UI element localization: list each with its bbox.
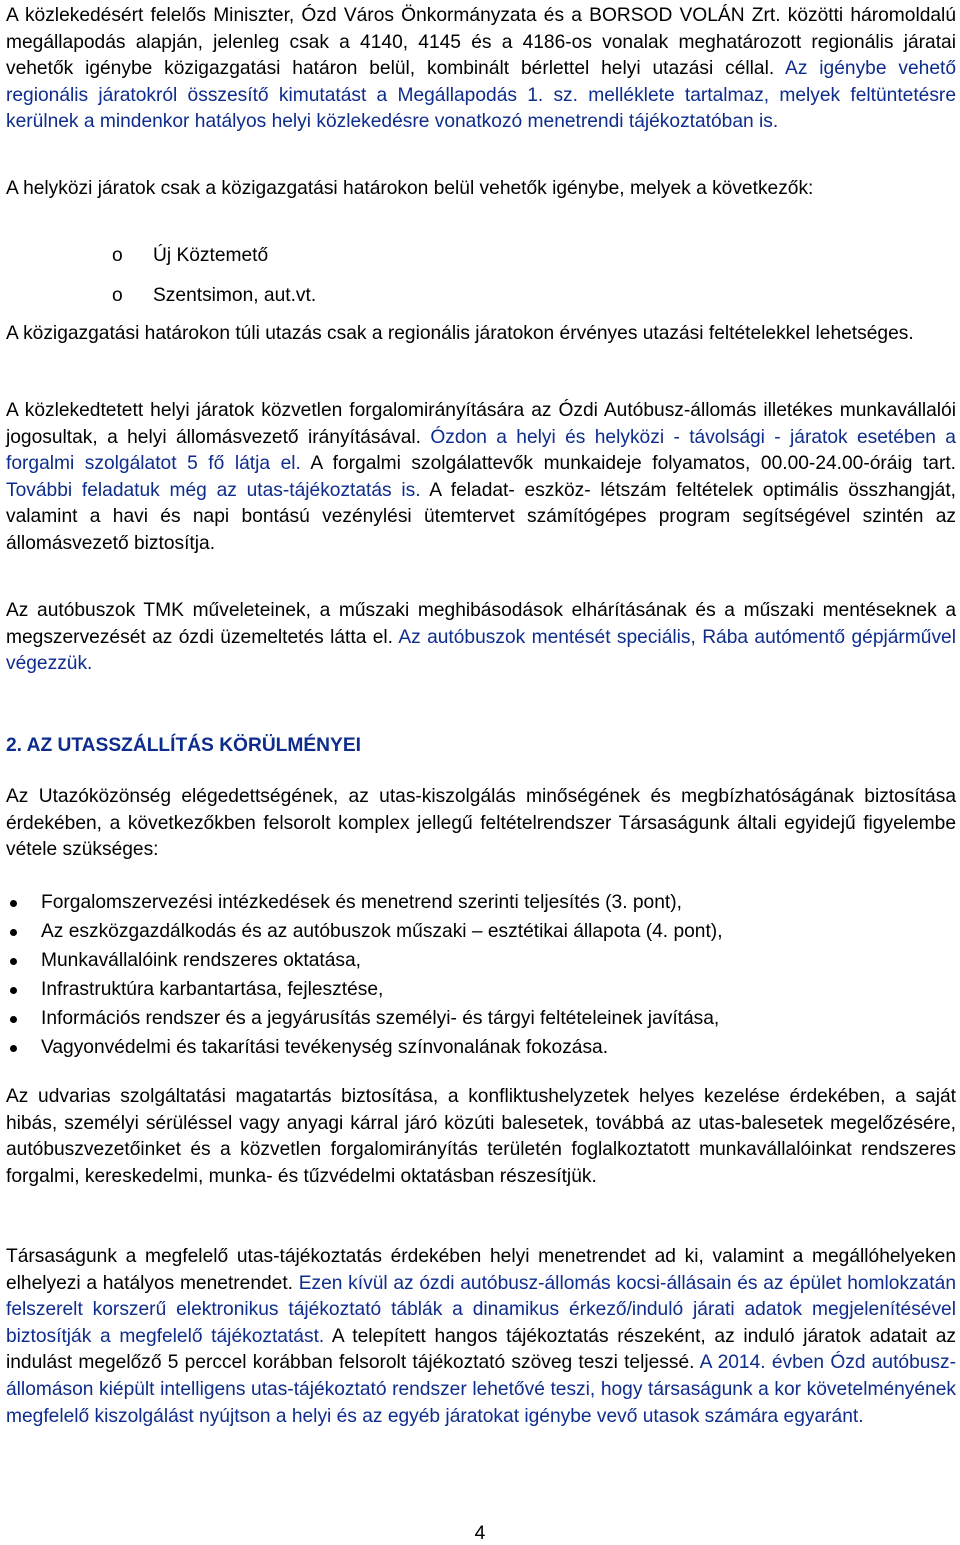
- list-item-text: Szentsimon, aut.vt.: [153, 285, 317, 306]
- list-marker: o: [112, 285, 123, 306]
- section-heading: 2. AZ UTASSZÁLLÍTÁS KÖRÜLMÉNYEI: [6, 735, 361, 756]
- bullet-icon: [10, 1016, 17, 1023]
- page-number: 4: [474, 1523, 486, 1544]
- bullet-icon: [10, 929, 17, 936]
- paragraph-intercity-routes: A helyközi járatok csak a közigazgatási határokon belül vehetők igénybe, melyek a következők:: [6, 178, 814, 199]
- paragraph-8-text-4: A 2014. évben Ózd autóbusz-állomáson kiépült intelligens utas-tájékoztató rendszer lehetővé teszi, hogy társaságunk a kor követelményének megfelelő kiszolgálást nyújtson a helyi és az egyéb járatokat igénybe vevő utasok számára egyaránt.: [6, 1352, 956, 1427]
- paragraph-4-text-2: Ózdon a helyi és helyközi - távolsági - járatok esetében a forgalmi szolgálatot 5 fő látja el.: [6, 426, 956, 475]
- paragraph-1-text: A közlekedésért felelős Miniszter, Ózd Város Önkormányzata és a BORSOD VOLÁN Zrt. közötti háromoldalú megállapodás alapján, jelenleg csak a 4140, 4145 és a 4186-os vonalak meghatározott regionális járatai vehetők igénybe közigazgatási határon belül, kombinált bérlettel helyi utazási céllal.: [6, 5, 956, 80]
- bullet-icon: [10, 958, 17, 965]
- paragraph-passenger-information: [6, 1244, 956, 1430]
- paragraph-1-annex-text: Az igénybe vehető regionális járatokról összesítő kimutatást a Megállapodás 1. sz. melléklete tartalmaz, melyek feltüntetésre kerülnek a mindenkor hatályos helyi közlekedésre vonatkozó menetrendi tájékoztatóban is.: [6, 58, 956, 133]
- list-item-text: Vagyonvédelmi és takarítási tevékenység színvonalának fokozása.: [41, 1037, 609, 1058]
- paragraph-4-text-4: További feladatuk még az utas-tájékoztatás is.: [6, 479, 421, 501]
- list-item-text: Új Köztemető: [153, 245, 269, 266]
- paragraph-4-text-5: A feladat- eszköz- létszám feltételek optimális összhangját, valamint a havi és napi bontású vezénylési ütemtervet számítógépes program segítségével szintén az állomásvezető biztosítja.: [6, 479, 956, 554]
- bullet-icon: [10, 900, 17, 907]
- paragraph-training: Az udvarias szolgáltatási magatartás biztosítása, a konfliktushelyzetek helyes kezelése érdekében, a saját hibás, személyi sérüléssel vagy anyagi kárral járó közúti balesetek, továbbá az utas-balesetek megelőzésére, autóbuszvezetőinket és a közvetlen forgalomirányítás területén foglalkoztatott munkavállalóinkat rendszeres forgalmi, kereskedelmi, munka- és tűzvédelmi oktatásban részesítjük.: [6, 1086, 956, 1187]
- list-item-text: Forgalomszervezési intézkedések és menetrend szerinti teljesítés (3. pont),: [41, 892, 682, 913]
- bullet-icon: [10, 987, 17, 994]
- paragraph-8-text-2: Ezen kívül az ózdi autóbusz-állomás kocsi-állásain és az épület homlokzatán felszerelt korszerű elektronikus tájékoztató táblák a dinamikus érkező/induló járati adatok megjelenítésével biztosítják a megfelelő tájékoztatást.: [6, 1272, 956, 1347]
- paragraph-passenger-satisfaction: Az Utazóközönség elégedettségének, az utas-kiszolgálás minőségének és megbízhatóságának biztosítása érdekében, a következőkben felsorolt komplex jellegű feltételrendszer Társaságunk általi egyidejű figyelembe vétele szükséges:: [6, 786, 956, 861]
- paragraph-8-text-3: A telepített hangos tájékoztatás részeként, az induló járatok adatait az indulást megelőző 5 perccel korábban felsorolt tájékoztató szöveg teszi teljessé.: [6, 1325, 957, 1374]
- paragraph-8-text-1: Társaságunk a megfelelő utas-tájékoztatás érdekében helyi menetrendet ad ki, valamint a megállóhelyeken elhelyezi a hatályos menetrendet.: [6, 1246, 956, 1294]
- list-marker: o: [112, 245, 123, 266]
- paragraph-traffic-control: [6, 398, 956, 558]
- list-item-text: Infrastruktúra karbantartása, fejlesztése,: [41, 979, 384, 1000]
- paragraph-4-text-3: A forgalmi szolgálattevők munkaideje folyamatos, 00.00-24.00-óráig tart.: [300, 453, 956, 475]
- paragraph-ministerial-agreement: [6, 3, 956, 136]
- paragraph-outside-boundaries: A közigazgatási határokon túli utazás csak a regionális járatokon érvényes utazási feltételekkel lehetséges.: [6, 323, 914, 344]
- paragraph-5-text-1: Az autóbuszok TMK műveleteinek, a műszaki meghibásodások elhárításának és a műszaki mentéseknek a megszervezését az ózdi üzemeltetés látta el.: [6, 600, 956, 648]
- paragraph-5-text-2: Az autóbuszok mentését speciális, Rába autómentő gépjárművel végezzük.: [6, 626, 956, 675]
- paragraph-maintenance: [6, 598, 956, 678]
- list-item-text: Az eszközgazdálkodás és az autóbuszok műszaki – esztétikai állapota (4. pont),: [41, 921, 723, 942]
- list-item-text: Információs rendszer és a jegyárusítás személyi- és tárgyi feltételeinek javítása,: [41, 1008, 720, 1029]
- bullet-icon: [10, 1045, 17, 1052]
- list-item-text: Munkavállalóink rendszeres oktatása,: [41, 950, 361, 971]
- paragraph-4-text-1: A közlekedtetett helyi járatok közvetlen forgalomirányítására az Ózdi Autóbusz-állomás illetékes munkavállalói jogosultak, a helyi állomásvezető irányításával.: [6, 400, 956, 448]
